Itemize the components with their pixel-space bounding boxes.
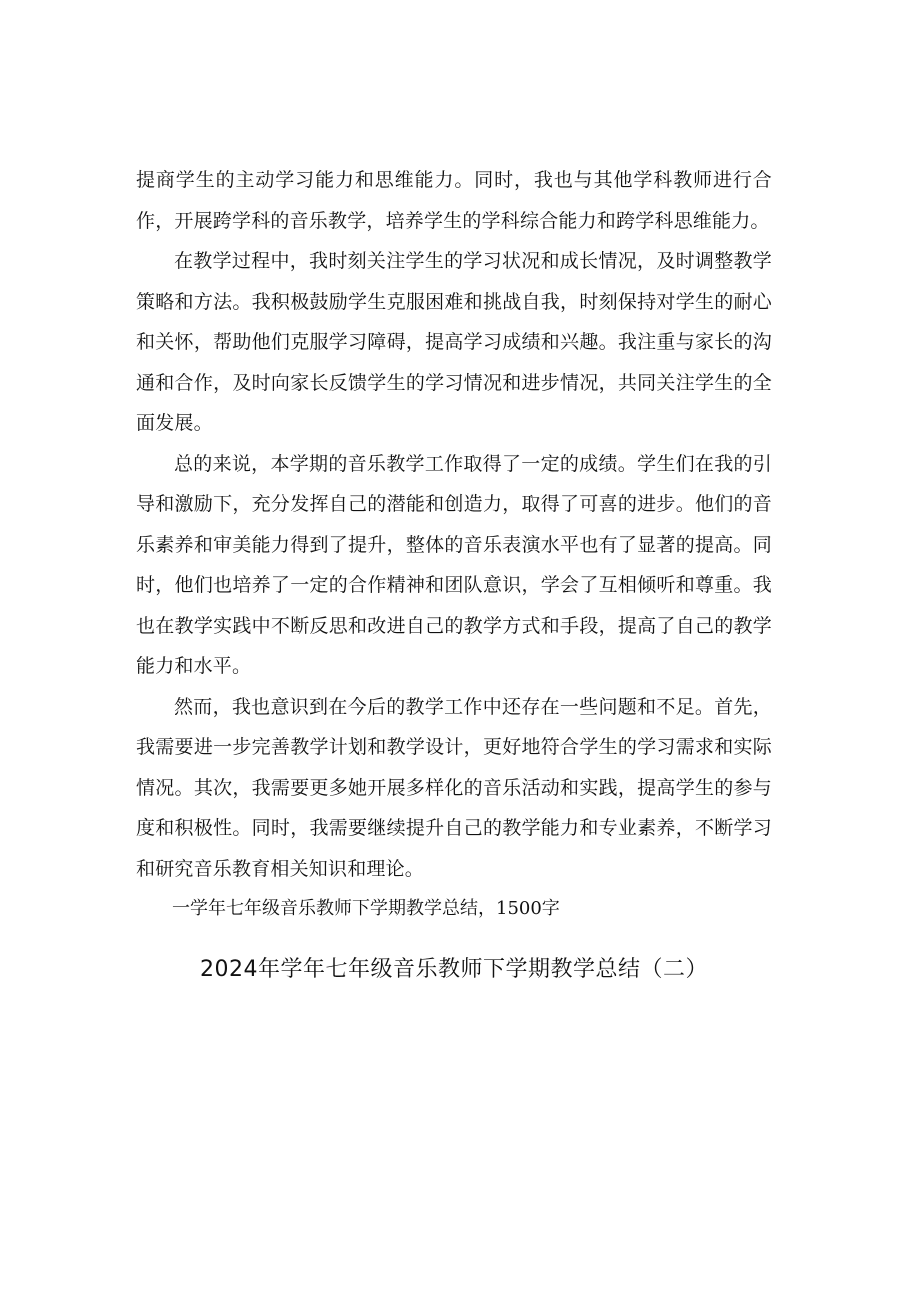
document-note: 一学年七年级音乐教师下学期教学总结，1500字 — [172, 898, 560, 919]
paragraph-teaching-process: 在教学过程中，我时刻关注学生的学习状况和成长情况，及时调整教学策略和方法。我积极鼓励学生克服困难和挑战自我，时刻保持对学生的耐心和关怀，帮助他们克服学习障碍，提高学习成绩和兴趣。我注重与家长的沟通和合作，及时向家长反馈学生的学习情况和进步情况，共同关注学生的全面发展。 — [136, 250, 772, 434]
paragraph-shortcomings: 然而，我也意识到在今后的教学工作中还存在一些问题和不足。首先，我需要进一步完善教学计划和教学设计，更好地符合学生的学习需求和实际情况。其次，我需要更多她开展多样化的音乐活动和实践，提高学生的参与度和积极性。同时，我需要继续提升自己的教学能力和专业素养，不断学习和研究音乐教育相关知识和理论。 — [136, 695, 772, 880]
paragraph-summary: 总的来说，本学期的音乐教学工作取得了一定的成绩。学生们在我的引导和激励下，充分发挥自己的潜能和创造力，取得了可喜的进步。他们的音乐素养和审美能力得到了提升，整体的音乐表演水平也有了显著的提高。同时，他们也培养了一定的合作精神和团队意识，学会了互相倾听和尊重。我也在教学实践中不断反思和改进自己的教学方式和手段，提高了自己的教学能力和水平。 — [136, 452, 772, 677]
document-body — [136, 160, 772, 930]
section-title: 2024年学年七年级音乐教师下学期教学总结（二） — [200, 957, 708, 982]
paragraph-continued: 提商学生的主动学习能力和思维能力。同时，我也与其他学科教师进行合作，开展跨学科的音乐教学，培养学生的学科综合能力和跨学科思维能力。 — [136, 169, 772, 232]
